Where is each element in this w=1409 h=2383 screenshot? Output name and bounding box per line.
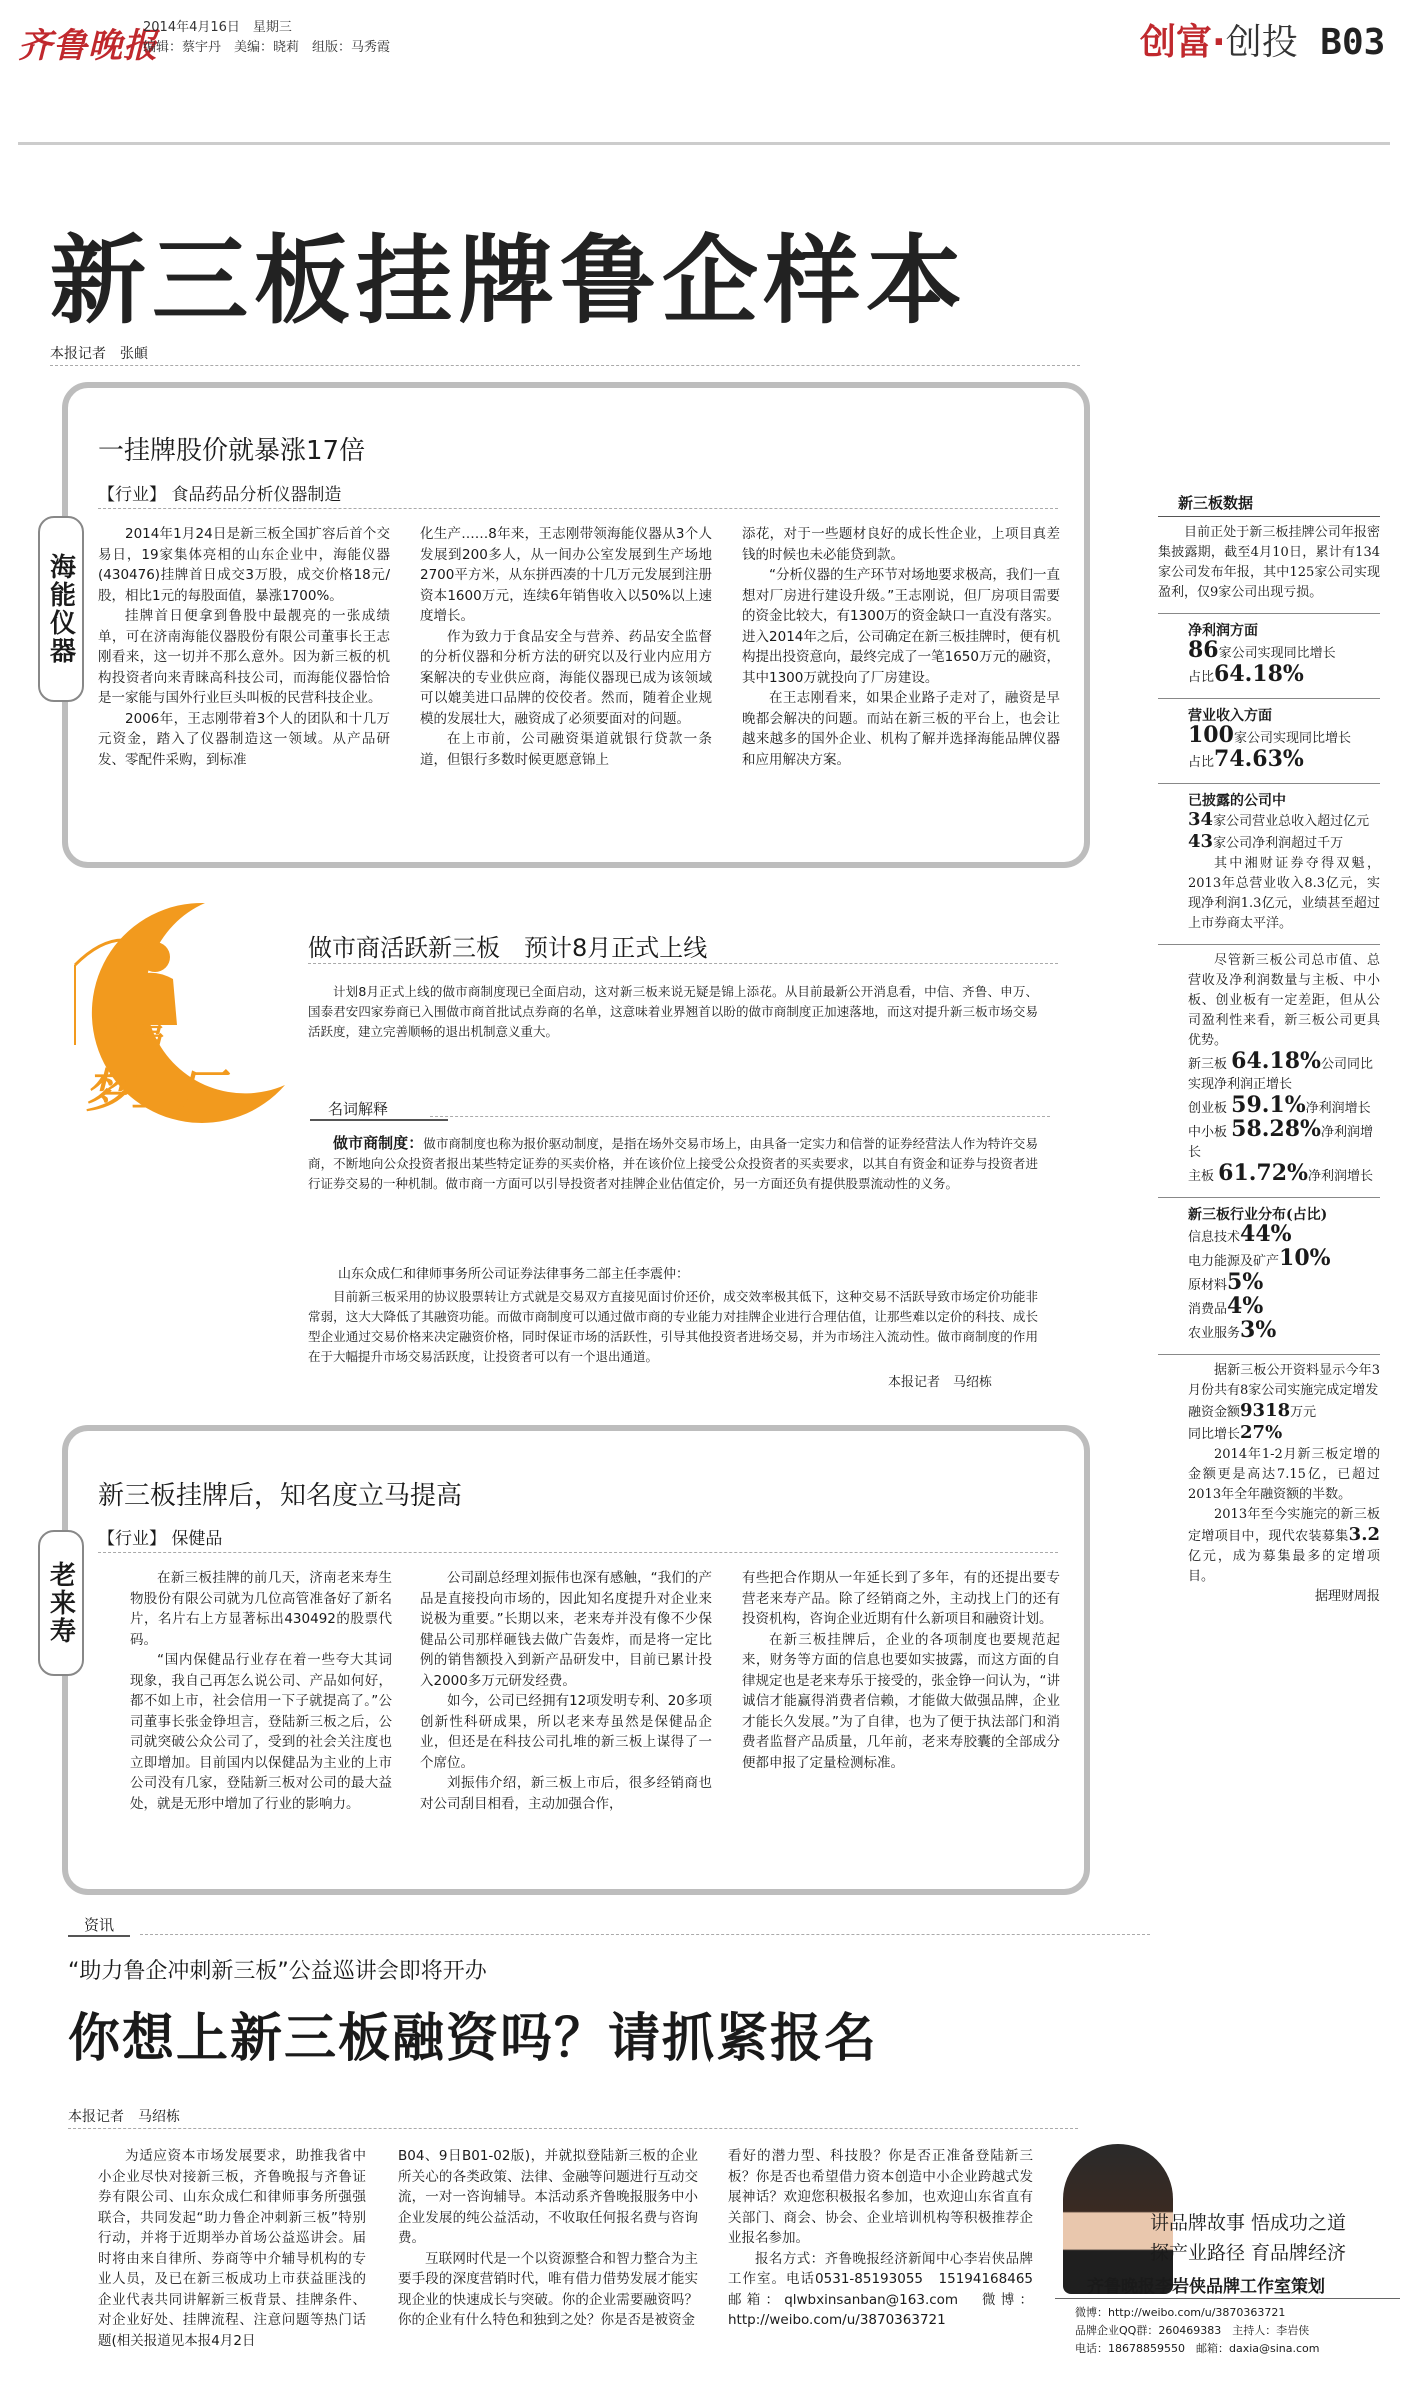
editors-line: 编辑：蔡宇丹 美编：晓莉 组版：马秀霞 [143,40,391,55]
byline-top: 本报记者 张頔 [50,346,148,362]
fund-line [1188,1401,1380,1423]
dist-label: 农业服务 [1188,1326,1241,1341]
rev-over-line [1188,810,1380,832]
market-maker-title: 做市商活跃新三板 预计8月正式上线 [308,934,708,962]
gem-tail: 净利润增长 [1305,1101,1371,1116]
paragraph: 2014年1月24日是新三板全国扩容后首个交易日，19家集体亮相的山东企业中，海能仪器(430476)挂牌首日成交3万股，成交价格18元/股，相比1元的每股面值，暴涨1700%。 [98,526,390,604]
disclosed-head: 已披露的公司中 [1188,793,1286,809]
profit-share: 64.18% [1214,661,1304,687]
dist-item [1188,1317,1380,1344]
glossary-rule [430,1116,1050,1117]
paragraph: 在新三板挂牌的前几天，济南老来寿生物股份有限公司就为几位高管准备好了新名片，名片右上方显著标出430492的股票代码。 [130,1570,392,1648]
paragraph: 化生产……8年来，王志刚带领海能仪器从3个人发展到200多人，从一间办公室发展到生产场地2700平方米，从东拼西凑的十几万元发展到注册资本1600万元，连续6年销售收入以50%以上速度增长。 [420,526,712,624]
paragraph: 2006年，王志刚带着3个人的团队和十几万元资金，踏入了仪器制造这一领域。从产品研发、零配件采购，到标准 [98,710,390,768]
byline-rule [50,365,1080,366]
market-maker-intro [308,982,1038,1042]
main-line [1188,1160,1380,1187]
paragraph: 在新三板挂牌后，企业的各项制度也要规范起来，财务等方面的信息也要如实披露，而这方面的自律规定也是老来寿乐于接受的，张金铮一问认为，“讲诚信才能赢得消费者信赖，才能做大做强品牌，企业才能长久发展。”为了自律，也为了便于执法部门和消费者监督产品质量，几年前，老来寿胶囊的全部成分便都申报了定量检测标准。 [742,1631,1060,1771]
ad-slogan-1: 讲品牌故事 悟成功之道 [1150,2212,1347,2234]
paragraph [308,1133,1038,1194]
ad-qq: 品牌企业QQ群：260469383 主持人：李岩侠 [1075,2324,1310,2337]
np-over-line [1188,832,1380,854]
paragraph: 互联网时代是一个以资源整合和智力整合为主要手段的深度营销时代，唯有借力借势发展才能实现企业的快速成长与突破。你的企业需要融资吗？你的企业有什么特色和独到之处？你是否是被资金 [398,2250,698,2328]
section-dot: · [1212,22,1226,63]
dist-head: 新三板行业分布(占比) [1188,1207,1328,1223]
story1-industry: 【行业】 食品药品分析仪器制造 [98,485,342,505]
main-val: 61.72% [1218,1160,1308,1186]
lawyer-quote [308,1287,1038,1367]
dist-label: 信息技术 [1188,1230,1241,1245]
story2-title: 新三板挂牌后，知名度立马提高 [98,1481,463,1511]
section-grey: 创投 [1225,22,1298,63]
dist-item [1188,1293,1380,1320]
story2-column-1 [130,1568,392,1868]
section-red: 创富 [1140,22,1213,63]
paragraph: 为适应资本市场发展要求，助推我省中小企业尽快对接新三板，齐鲁晚报与齐鲁证券有限公司、山东众成仁和律师事务所强强联合，共同发起“助力鲁企冲刺新三板”特别行动，并将于近期举办首场公益巡讲会。届时将由来自律所、券商等中介辅导机构的专业人员，及已在新三板成功上市获益匪浅的企业代表共同讲解新三板背景、挂牌条件、对企业好处、挂牌流程、注意问题等热门话题(相关报道见本报4月2日 [98,2148,366,2349]
date-line: 2014年4月16日 星期三 [143,20,292,35]
paragraph: 作为致力于食品安全与营养、药品安全监督的分析仪器和分析方法的研究以及行业内应用方案解决的专业供应商，海能仪器现已成为该领域可以媲美进口品牌的佼佼者。然而，随着企业规模的发展壮大，融资成了必须要面对的问题。 [420,628,712,727]
compare-text: 尽管新三板公司总市值、总营收及净利润数量与主板、中小板、创业板有一定差距，但从公司盈利性来看，新三板公司更具优势。 [1188,953,1380,1048]
dist-value: 10% [1279,1245,1331,1271]
paragraph: 报名方式：齐鲁晚报经济新闻中心李岩侠品牌工作室。电话0531-85193055 15194168465 邮箱：qlwbxinsanban@163.com 微博：http://weibo.com/u/3870363721 [728,2250,1047,2328]
profit-share-line [1188,661,1380,688]
np-over-text: 家公司净利润超过千万 [1213,836,1344,851]
sme-line [1188,1116,1380,1163]
ad-contact: 电话：18678859550 邮箱：daxia@sina.com [1075,2342,1320,2355]
dist-label: 电力能源及矿产 [1188,1254,1280,1269]
dist-value: 4% [1227,1293,1264,1319]
bottom-headline: 你想上新三板融资吗？请抓紧报名 [68,2008,879,2069]
glossary-label: 名词解释 [310,1098,448,1121]
paragraph: “分析仪器的生产环节对场地要求极高，我们一直想对厂房进行建设升级。”王志刚说，但厂房项目需要的资金比较大，有1300万的资金缺口一直没有落实。进入2014年之后，公司确定在新三板挂牌时，便有机构提出投资意向，最终完成了一笔1650万元的融资，其中1300万就投向了厂房建设。 [742,567,1060,686]
story1-industry-rule [98,508,1058,509]
paragraph: “国内保健品行业存在着一些夸大其词现象，我自己再怎么说公司、产品如何好，都不如上市，社会信用一下子就提高了。”公司董事长张金铮坦言，登陆新三板之后，公司就突破公众公司了，受到的社会关注度也立即增加。目前国内以保健品为主业的上市公司没有几家，登陆新三板对公司的最大益处，就是无形中增加了行业的影响力。 [130,1652,392,1812]
sidebar-intro: 目前正处于新三板挂牌公司年报密集披露期，截至4月10日，累计有134家公司发布年报，其中125家公司实现盈利，仅9家公司出现亏损。 [1158,525,1380,600]
dist-value: 5% [1227,1269,1264,1295]
paragraph: 计划8月正式上线的做市商制度现已全面启动，这对新三板来说无疑是锦上添花。从目前最新公开消息看，中信、齐鲁、申万、国泰君安四家券商已入围做市商首批试点券商的名单，这意味着业界翘首以盼的做市商制度正加速落地，而这对提升新三板市场交易活跃度，建立完善顺畅的退出机制意义重大。 [308,984,1038,1039]
story1-column-1 [98,524,390,842]
ad-slogan-2: 探产业路径 育品牌经济 [1150,2242,1347,2264]
glossary-text [308,1133,1038,1194]
gem-label: 创业板 [1188,1101,1228,1116]
paragraph: 有些把合作期从一年延长到了多年，有的还提出要专营老来寿产品。除了经销商之外，主动找上门的还有投资机构，咨询企业近期有什么新项目和融资计划。 [742,1570,1060,1627]
profit-head: 净利润方面 [1188,623,1258,639]
ad-rule [1055,2298,1400,2299]
yoy-line [1188,1423,1380,1445]
sidebar-source: 据理财周报 [1314,1589,1380,1604]
story2-industry-rule [98,1552,1058,1553]
story2-industry: 【行业】 保健品 [98,1529,223,1549]
neeq-label: 新三板 [1188,1057,1228,1072]
rev-over-count: 34 [1188,809,1214,830]
cmb-text: 其中湘财证券夺得双魁，2013年总营业收入8.3亿元，实现净利润1.3亿元，业绩甚至超过上市券商太平洋。 [1188,856,1380,931]
bottom-subhead: “助力鲁企冲刺新三板”公益巡讲会即将开办 [68,1959,487,1984]
story2-column-2 [420,1568,712,1868]
ad-weibo: 微博：http://weibo.com/u/3870363721 [1075,2306,1286,2319]
ag-val: 3.2 [1348,1524,1380,1545]
bottom-column-1 [98,2146,366,2364]
profit-count: 86 [1188,637,1219,663]
paragraph: B04、9日B01-02版)，并就拟登陆新三板的企业所关心的各类政策、法律、金融等问题进行互动交流，一对一咨询辅导。本活动系齐鲁晚报服务中小企业发展的纯公益活动，不收取任何报名费与咨询费。 [398,2148,698,2246]
section-label [1140,14,1385,65]
yoy-label: 同比增长 [1188,1427,1241,1442]
paragraph: 公司副总经理刘振伟也深有感触，“我们的产品是直接投向市场的，因此知名度提升对企业来说极为重要。”长期以来，老来寿并没有像不少保健品公司那样砸钱去做广告轰炸，而是将一定比例的销售额投入到新产品研发中，目前已累计投入2000多万元研发经费。 [420,1570,712,1689]
rev-over-text: 家公司营业总收入超过亿元 [1213,814,1370,829]
main-tail: 净利润增长 [1307,1169,1373,1184]
logo-line1: 创富 [93,1012,166,1054]
paper-name: 齐鲁晚报 [18,26,158,66]
profit-text: 家公司实现同比增长 [1218,646,1336,661]
q-text: 2014年1-2月新三板定增的金额更是高达7.15亿，已超过2013年全年融资额的半数。 [1188,1447,1380,1502]
fund-label: 融资金额 [1188,1405,1241,1420]
fund-text: 据新三板公开资料显示今年3月份共有8家公司实施完成定增发 [1188,1363,1380,1398]
ag-text1: 2013年至今实施完的新三板定增项目中，现代农装募集 [1188,1507,1380,1544]
dist-item [1188,1245,1380,1272]
revenue-count: 100 [1188,722,1234,748]
ad-studio: 齐鲁晚报李岩侠品牌工作室策划 [1087,2277,1325,2297]
sme-val: 58.28% [1231,1116,1321,1142]
news-rule [140,1934,1150,1935]
lawyer-title: 山东众成仁和律师事务所公司证券法律事务二部主任李震仲： [338,1267,690,1282]
ag-text2: 亿元，成为募集最多的定增项目。 [1188,1549,1380,1584]
fund-unit: 万元 [1290,1405,1317,1420]
revenue-share-label: 占比 [1188,755,1215,770]
yoy-val: 27% [1240,1422,1283,1443]
company-tab-laolaishou: 老来寿 [38,1530,84,1676]
byline-bottom: 本报记者 马绍栋 [68,2109,180,2125]
paragraph: 目前新三板采用的协议股票转让方式就是交易双方直接见面讨价还价，成交效率极其低下，这种交易不活跃导致市场定价功能非常弱，这大大降低了其融资功能。而做市商制度可以通过做市商的专业能力对挂牌企业进行合理估值，让那些难以定价的科技、成长型企业通过交易价格来决定融资价格，同时保证市场的活跃性，引导其他投资者进场交易，并为市场注入流动性。做市商制度的作用在于大幅提升市场交易活跃度，让投资者可以有一个退出通道。 [308,1289,1038,1364]
chuangfu-logo [55,895,295,1135]
profit-share-label: 占比 [1188,670,1215,685]
revenue-text: 家公司实现同比增长 [1233,731,1351,746]
revenue-share-line [1188,746,1380,773]
dist-item [1188,1269,1380,1296]
bottom-column-3 [728,2146,1047,2364]
gem-val: 59.1% [1231,1092,1306,1118]
byline-bottom-rule [68,2128,1078,2129]
dist-label: 原材料 [1188,1278,1228,1293]
page-number: B03 [1320,22,1386,63]
fund-val: 9318 [1240,1400,1291,1421]
sme-label: 中小板 [1188,1125,1228,1140]
paragraph: 在上市前，公司融资渠道就银行贷款一条道，但银行多数时候更愿意锦上 [420,731,712,768]
page-headline: 新三板挂牌鲁企样本 [50,224,968,337]
paragraph: 如今，公司已经拥有12项发明专利、20多项创新性科研成果，所以老来寿虽然是保健品企业，但还是在科技公司扎堆的新三板上谋得了一个席位。 [420,1693,712,1771]
story1-title: 一挂牌股价就暴涨17倍 [98,436,366,466]
paragraph: 看好的潜力型、科技股？你是否正准备登陆新三板？你是否也希望借力资本创造中小企业跨越式发展神话？欢迎您积极报名参加，也欢迎山东省直有关部门、商会、协会、企业培训机构等积极推荐企业报名参加。 [728,2148,1033,2246]
revenue-share: 74.63% [1214,746,1304,772]
news-label: 资讯 [68,1914,130,1937]
glossary-body: 做市商制度也称为报价驱动制度，是指在场外交易市场上，由具备一定实力和信誉的证券经营法人作为特许交易商，不断地向公众投资者报出某些特定证券的买卖价格，并在该价位上接受公众投资者的买卖要求，以其自有资金和证券与投资者进行证券交易的一种机制。做市商一方面可以引导投资者对挂牌企业估值定价，另一方面还负有提供股票流动性的义务。 [308,1136,1038,1191]
sme-tail: 净利润增长 [1188,1125,1373,1160]
paragraph: 挂牌首日便拿到鲁股中最靓亮的一张成绩单，可在济南海能仪器股份有限公司董事长王志刚看来，这一切并不那么意外。因为新三板的机构投资者向来青睐高科技公司，而海能仪器恰恰是一家能与国外行业巨头叫板的民营科技企业。 [98,608,390,706]
story2-column-3 [742,1568,1060,1868]
paragraph: 在王志刚看来，如果企业路子走对了，融资是早晚都会解决的问题。而站在新三板的平台上，也会让越来越多的国外企业、机构了解并选择海能品牌仪器和应用解决方案。 [742,690,1060,768]
data-sidebar [1158,492,1380,1607]
paragraph: 刘振伟介绍，新三板上市后，很多经销商也对公司刮目相看，主动加强合作， [420,1775,712,1812]
main-label: 主板 [1188,1169,1215,1184]
story1-column-3 [742,524,1060,842]
company-tab-haineng: 海能仪器 [38,516,84,702]
sidebar-title: 新三板数据 [1158,492,1380,517]
paragraph: 添花，对于一些题材良好的成长性企业，上项目真差钱的时候也未必能贷到款。 [742,526,1060,563]
market-maker-rule [308,963,1058,964]
brand-ad [1055,2136,1400,2376]
masthead-rule [18,142,1390,145]
np-over-count: 43 [1188,831,1214,852]
revenue-head: 营业收入方面 [1188,708,1272,724]
logo-line2: 梦工厂 [85,1064,223,1118]
bottom-column-2 [398,2146,698,2364]
dist-value: 3% [1240,1317,1277,1343]
neeq-val: 64.18% [1231,1048,1321,1074]
glossary-term: 做市商制度： [333,1134,424,1152]
dist-value: 44% [1240,1221,1292,1247]
dist-label: 消费品 [1188,1302,1228,1317]
lawyer-byline: 本报记者 马绍栋 [888,1375,993,1390]
story1-column-2 [420,524,712,842]
ag-text [1188,1505,1380,1587]
neeq-tail: 公司同比实现净利润正增长 [1188,1057,1373,1092]
neeq-line [1188,1048,1380,1095]
